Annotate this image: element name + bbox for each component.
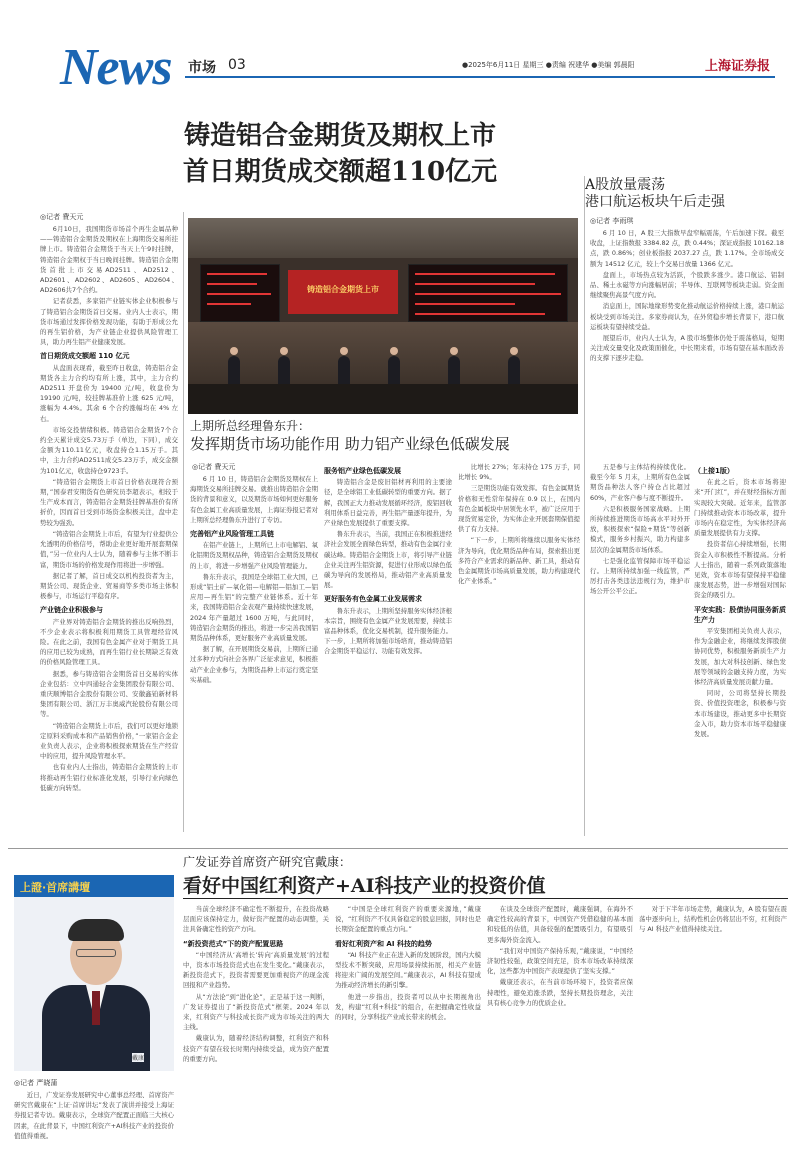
- headline-line2: 首日期货成交额超110亿元: [182, 157, 498, 187]
- gf-rule: [183, 898, 788, 899]
- page-number: 03: [228, 57, 246, 73]
- paragraph: “铸造铝合金期货上市后，有望为行业提供公允透明的价格信号，帮助企业更好地开展套期保值，”另一位业内人士认为，随着参与主体不断丰富，期货市场的价格发现作用将进一步增强。: [40, 529, 178, 569]
- paragraph: 6 月 10 日，A 股三大指数早盘窄幅震荡，午后加速下探。截至收盘，上证指数报 3384.82 点，跌 0.44%；深证成指报 10162.18 点，跌 0.86%；创业板指报 2037.27 点，跌 1.17%。全市场成交额为 14512 亿元，较上个交易日放量 1366 亿元。: [590, 229, 784, 268]
- paragraph: “下一步，上期所将继续以服务实体经济为导向，优化期货品种布局，探索推出更多符合产业需求的新品种、新工具，推动有色金属期货市场高质量发展，助力构建现代化产业体系。”: [458, 536, 580, 586]
- paragraph: 消息面上，国际地缘形势变化推动航运价格持续上涨，港口航运板块受到市场关注。多家券商认为，在外贸稳步增长背景下，港口航运板块有望持续受益。: [590, 302, 784, 331]
- paragraph: “铸造铝合金期货上市首日价格表现符合预期，”国泰君安期货有色研究员李超表示，相较于生产成本而言，铸造铝合金期货挂牌基准价有所折价，因而首日受到市场资金积极关注，盘中走势较为强劲。: [40, 477, 178, 527]
- subheading: 平安实践：股债协同服务新质生产力: [694, 605, 786, 624]
- paragraph: “中国是全球红利资产的重要来源地，”戴康说，“红利资产不仅具备稳定的股息回报，同时也是长期资金配置的重点方向。”: [335, 905, 481, 934]
- photo-desk: [188, 384, 578, 414]
- paragraph: 比增长 27%；年末持仓 175 万手，同比增长 9%。: [458, 463, 580, 482]
- paragraph: 六是积极服务国家战略。上期所持续推进期货市场高水平对外开放，积极探索“保险+期货”等创新模式，服务乡村振兴，助力构建多层次的金属期货市场体系。: [590, 504, 690, 554]
- paragraph: 盘面上，市场热点较为活跃，个股跌多涨少。港口航运、铝制品、稀土永磁等方向涨幅居前；半导体、互联网等板块走弱。资金面继续聚焦高景气度方向。: [590, 270, 784, 300]
- headline-line1: 铸造铝合金期货及期权上市: [183, 121, 496, 151]
- photo-person: [338, 356, 350, 386]
- interview-byline: ◎记者 費天元: [192, 463, 236, 471]
- column-tag: [14, 875, 174, 897]
- photo-person: [388, 356, 400, 386]
- paragraph: 戴康认为，随着经济结构调整，红利资产和科技资产有望在较长时期内持续受益，成为资产配置的重要方向。: [183, 1034, 329, 1063]
- paragraph: 鲁东升表示，我国是全球铝工业大国，已形成“铝土矿—氧化铝—电解铝—铝加工—铝应用—再生铝”的完整产业链体系。近十年来，我国铸造铝合金表观产量持续快速发展，2024 年产量超过 1600 万吨，与此同时，铸造铝合金期货的推出，将进一步完善我国铝期货品种体系，更好服务产业高质量发展。: [190, 572, 318, 643]
- interview-col-2: [324, 462, 452, 842]
- right-headline: [585, 177, 785, 211]
- paragraph: 市场交投情绪积极。铸造铝合金期货7个合约全天累计成交5.73万手（单边，下同），成交金额为110.11亿元，收盘持仓1.15万手。其中，主力合约AD2511成交5.23万手，成交金额为101亿元，收盘持仓9723手。: [40, 425, 178, 475]
- masthead: [0, 0, 800, 98]
- right-article: [590, 228, 784, 460]
- subheading: “新投资范式”下的资产配置思路: [183, 939, 284, 948]
- paragraph: “AI 科技产业正在进入新的发展阶段，国内大模型技术不断突破，应用场景持续拓展，相关产业链将迎来广阔的发展空间。”戴康表示，AI 科技有望成为推动经济增长的新引擎。: [335, 950, 481, 990]
- subheading: 产业链企业积极参与: [40, 606, 103, 615]
- header-rule: [185, 76, 775, 78]
- photo-stage: [188, 322, 578, 414]
- column-tag-text: 上證·首席講壇: [20, 881, 91, 894]
- paragraph: 戴康还表示，在当前市场环境下，投资者应保持理性，避免追涨杀跌，坚持长期投资理念，关注具有核心竞争力的优质企业。: [487, 978, 633, 1007]
- ceremony-screen: [288, 270, 398, 314]
- portrait-caption: 戴康: [132, 1055, 145, 1062]
- paragraph: “铸造铝合金期货上市后，我们可以更好地锁定原料采购成本和产品销售价格，”一家铝合金企业负责人表示，企业将积极探索期货在生产经营中的应用，提升风险管理水平。: [40, 721, 178, 761]
- right-byline: ◎记者 李雨琪: [590, 217, 634, 225]
- paragraph: 据悉，参与铸造铝合金期货首日交易的实体企业包括：立中四通轻合金集团股份有限公司、重庆顺博铝合金股份有限公司、安徽鑫铂新材料集团有限公司、浙江万丰奥威汽轮股份有限公司等。: [40, 669, 178, 719]
- paragraph: 近日，广发证券发展研究中心董事总经理、首席资产研究官戴康在“上证·首席讲坛”发表了演讲并接受上海证券报记者专访。戴康表示，全球资产配置正面临三大核心因素，在此背景下，中国红利资产+AI科技产业的投资价值值得重视。: [14, 1091, 174, 1140]
- paragraph: 在谈及全球资产配置时，戴康强调，在海外不确定性较高的背景下，中国资产凭借稳健的基本面和较低的估值，具备较强的配置吸引力，有望吸引更多海外资金流入。: [487, 905, 633, 944]
- paragraph: 投资者信心持续增强，长期资金入市积极性不断提高。分析人士指出，随着一系列政策落地见效，资本市场有望保持平稳健康发展态势，进一步增强对国际资金的吸引力。: [694, 540, 786, 600]
- right-col-b: [694, 462, 786, 842]
- paragraph: 对于下半年市场走势，戴康认为，A 股有望在震荡中逐步向上，结构性机会仍将层出不穷，红利资产与 AI 科技产业值得持续关注。: [639, 905, 787, 934]
- subheading: 看好红利资产和 AI 科技的趋势: [335, 939, 432, 948]
- right-title-1: A股放量震荡: [585, 177, 666, 193]
- paragraph: 6 月 10 日，铸造铝合金期货及期权在上海期货交易所挂牌交易。就推出铸造铝合金期货的背景和意义，以及期货市场如何更好服务有色金属工业高质量发展，上海证券报记者对上期所总经理鲁东升进行了专访。: [190, 475, 318, 524]
- gf-col-2: [335, 904, 481, 1164]
- portrait-glasses: [76, 949, 116, 957]
- paragraph: 6月10日，我国期货市场首个再生金属品种——铸造铝合金期货及期权在上海期货交易所挂牌上市。铸造铝合金期货于当天上午9时挂牌，铸造铝合金期权于当日晚间挂牌。铸造铝合金期货首批上市交易AD2511、AD2512、AD2601、AD2602、AD2605、AD2604、AD2606共7个合约。: [40, 225, 178, 295]
- right-col-a: [590, 462, 690, 842]
- issue-info: ●2025年6月11日 星期三 ●责编 祝建华 ●美编 郭晨阳: [462, 61, 635, 69]
- subheading: 首日期货成交额超 110 亿元: [40, 352, 130, 361]
- photo-person: [508, 356, 520, 386]
- paragraph: 据记者了解，首日成交以机构投资者为主，期货公司、现货企业、贸易商等多类市场主体积极参与，市场运行平稳有序。: [40, 571, 178, 601]
- paragraph: 展望后市，业内人士认为，A 股市场整体仍处于震荡格局，短期关注成交量变化及政策面催化，中长期来看，市场有望在基本面改善的支撑下逐步走稳。: [590, 334, 784, 363]
- interview-col-1: [190, 474, 318, 842]
- main-headline: [130, 118, 550, 190]
- paragraph: 记者获悉，多家铝产业链实体企业积极参与了铸造铝合金期货首日交易。业内人士表示，期货市场通过发挥价格发现功能，有助于形成公允的再生铝价格，为产业链企业提供风险管理工具，助力再生铝产业健康发展。: [40, 297, 178, 347]
- paragraph: 从盘面表现看，截至昨日收盘，铸造铝合金期货各主力合约均有所上涨，其中，主力合约 AD2511 开盘价为 19400 元/吨，收盘价为 19190 元/吨，较挂牌基准价上涨 625 元/吨，涨幅为 4.4%。其余 6 个合约涨幅均在 4% 左右。: [40, 363, 178, 423]
- gf-col-0: [14, 1090, 174, 1164]
- paragraph: 他进一步指出，投资者可以从中长期视角出发，构建“红利+科技”的组合，在把握确定性收益的同时，分享科技产业成长带来的机会。: [335, 992, 481, 1022]
- subheading: 更好服务有色金属工业发展需求: [324, 595, 422, 604]
- paragraph: “中国经济从‘高增长’转向‘高质量发展’的过程中，资本市场投资范式也在发生变化。”戴康表示，新投资范式下，投资者需要更加重视资产的现金流回报和产业趋势。: [183, 950, 329, 990]
- right-title-2: 港口航运板块午后走强: [585, 194, 725, 210]
- paragraph: 产业界对铸造铝合金期货的推出反响热烈，不少企业表示将积极利用期货工具管理经营风险。在此之前，我国有色金属产业对于期货工具的应用已较为成熟，而再生铝行业长期缺乏有效的价格风险管理工具。: [40, 617, 178, 667]
- paragraph: 同时，公司将坚持长期投资、价值投资理念，积极参与资本市场建设，推动更多中长期资金入市，助力资本市场平稳健康发展。: [694, 689, 786, 739]
- speaker-portrait: [14, 875, 174, 1071]
- continuation-note: （上接1版）: [694, 467, 734, 475]
- photo-person: [278, 356, 290, 386]
- paragraph: 在此之后，资本市场将迎来“开门红”，并在财经指标方面实现较大突破。近年来，监管部门持续推动资本市场改革，提升市场内在稳定性，为实体经济高质量发展提供有力支撑。: [694, 478, 786, 538]
- paragraph: 鲁东升表示，当前，我国正在积极推进经济社会发展全面绿色转型，推动有色金属行业碳达峰。铸造铝合金期货上市，将引导产业链企业关注再生铝资源，促进行业形成以绿色低碳为导向的发展格局，推动铝产业高质量发展。: [324, 530, 452, 590]
- gf-col-4: [639, 904, 787, 1164]
- paragraph: 平安集团相关负责人表示，作为金融企业，将继续发挥股债协同优势，积极服务新质生产力发展，加大对科技创新、绿色发展等领域的金融支持力度，为实体经济高质量发展贡献力量。: [694, 627, 786, 687]
- paper-name: 上海证券报: [705, 59, 771, 74]
- paragraph: 七是强化监管保障市场平稳运行。上期所持续加强一线监管，严厉打击各类违法违规行为，维护市场公开公平公正。: [590, 556, 690, 596]
- paragraph: 在铝产业链上，上期所已上市电解铝、氧化铝期货及期权品种，铸造铝合金期货及期权的上市，将进一步增强产业风险管理能力。: [190, 541, 318, 570]
- column-divider: [183, 212, 184, 832]
- portrait-tie: [92, 991, 100, 1025]
- paragraph: 也有业内人士指出，铸造铝合金期货的上市将推动再生铝行业标准化发展，引导行业向绿色低碳方向转型。: [40, 763, 178, 792]
- paragraph: 三是期货功能有效发挥。有色金属期货价格和无性常年保持在 0.9 以上，在国内有色金属板块中居领先水平，被广泛应用于现货贸易定价，为实体企业开展套期保值提供了有力支持。: [458, 484, 580, 534]
- photo-ceiling: [188, 218, 578, 258]
- news-logo: News: [60, 39, 172, 96]
- portrait-hair: [68, 919, 124, 941]
- paragraph: 铸造铝合金是废旧铝材再利用的主要途径，是全球铝工业低碳转型的重要方向。据了解，我国正大力推动发展循环经济，废铝回收利用体系日益完善，再生铝产量逐年提升，为产业绿色发展提供了重要支撑。: [324, 478, 452, 528]
- gf-col-1: [183, 904, 329, 1164]
- column-divider: [584, 176, 585, 836]
- gf-col-3: [487, 904, 633, 1164]
- trading-hall-photo: [188, 218, 578, 414]
- subheading: 服务铝产业绿色低碳发展: [324, 467, 401, 475]
- interview-col-3: [458, 462, 580, 842]
- paragraph: 鲁东升表示，上期所坚持服务实体经济根本宗旨，围绕有色金属产业发展需要，持续丰富品种体系，优化交易机制，提升服务能力。下一步，上期所将加强市场培育，推动铸造铝合金期货平稳运行、功能有效发挥。: [324, 606, 452, 656]
- photo-person: [448, 356, 460, 386]
- quote-board-right: [408, 264, 568, 322]
- screen-text: 铸造铝合金期货上市: [307, 285, 379, 294]
- gf-headline: 看好中国红利资产+AI科技产业的投资价值: [183, 875, 546, 897]
- gf-byline: ◎记者 严晓蒲: [14, 1079, 58, 1087]
- paragraph: 五是参与主体结构持续优化。截至今年 5 月末，上期所有色金属期货品种法人客户持仓占比超过 60%，产业客户参与度不断提升。: [590, 463, 690, 502]
- interview-kicker: 上期所总经理鲁东升：: [190, 419, 311, 433]
- photo-person: [228, 356, 240, 386]
- paragraph: “我们对中国资产保持乐观，”戴康说，“中国经济韧性较强，政策空间充足，资本市场改革持续深化，这些都为中国资产表现提供了坚实支撑。”: [487, 946, 633, 976]
- paragraph: 从“方法论”到“进化论”，正是基于这一判断，广发证券提出了“新投资范式”框架。2024 年以来，红利资产与科技成长资产成为市场关注的两大主线。: [183, 992, 329, 1032]
- section-name: 市场: [188, 60, 216, 76]
- lead-article: [40, 224, 178, 824]
- section-divider: [8, 848, 788, 849]
- subheading: 完善铝产业风险管理工具链: [190, 530, 274, 539]
- lead-byline: ◎记者 費天元: [40, 213, 84, 221]
- quote-board-left: [200, 264, 280, 322]
- interview-headline: 发挥期货市场功能作用 助力铝产业绿色低碳发展: [190, 435, 510, 453]
- gf-kicker: 广发证券首席资产研究官戴康：: [183, 855, 352, 869]
- paragraph: 据了解，在开展期货交易前，上期所已通过多种方式向社会各界广泛征求意见，积极推动产业企业参与，为期货品种上市运行奠定坚实基础。: [190, 645, 318, 684]
- paragraph: 当前全球经济不确定性不断提升，在投资战略层面应该保持定力，做好资产配置的动态调整，关注具备确定性的资产方向。: [183, 905, 329, 934]
